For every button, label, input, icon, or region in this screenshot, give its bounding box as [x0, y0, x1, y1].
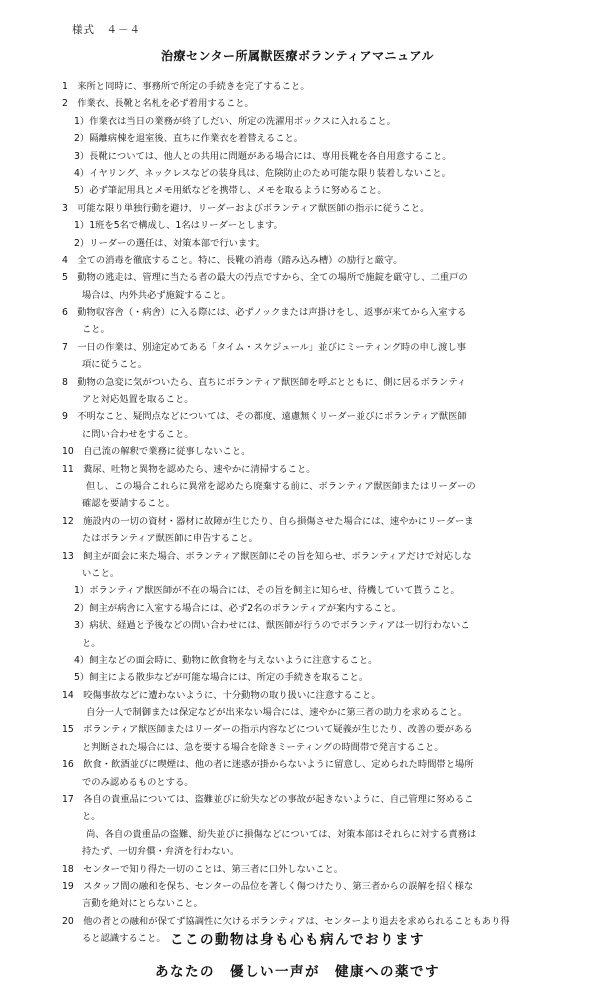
- rule-line: 13 飼主が面会に来た場合、ボランティア獣医師にその旨を知らせ、ボランティアだけで対応しな: [62, 550, 472, 562]
- rule-line: 3 可能な限り単独行動を避け、リーダーおよびボランティア獣医師の指示に従うこと。: [62, 202, 430, 214]
- rule-line: 12 施設内の一切の資材・器材に故障が生じたり、自ら損傷させた場合には、速やかにリーダーま: [62, 515, 474, 527]
- rule-line: 尚、各自の貴重品の盗難、紛失並びに損傷などについては、対策本部はそれらに対する責務は: [86, 828, 477, 840]
- rule-line: 3）病状、経過と予後などの問い合わせには、獣医師が行うのでボランティアは一切行わないこ: [74, 620, 470, 632]
- rule-line: こと。: [82, 324, 110, 336]
- rule-line: 言動を絶対にとらないこと。: [82, 898, 203, 910]
- rule-line: 18 センターで知り得た一切のことは、第三者に口外しないこと。: [62, 863, 344, 875]
- rule-line: 持たず、一切弁償・弁済を行わない。: [82, 846, 240, 858]
- form-number: 様式 ４－４: [72, 24, 141, 36]
- motto-line-2: あなたの 優しい一声が 健康への薬です: [155, 964, 440, 980]
- rule-line: 2 作業衣、長靴と名札を必ず着用すること。: [62, 98, 254, 110]
- rule-line: 1 来所と同時に、事務所で所定の手続きを完了すること。: [62, 81, 310, 92]
- rule-line: 3）長靴については、他人との共用に問題がある場合には、専用長靴を各自用意すること。: [74, 150, 452, 162]
- rule-line: 8 動物の急変に気がついたら、直ちにボランティア獣医師を呼ぶとともに、側に居るボランティ: [62, 376, 467, 388]
- rule-line: 20 他の者との融和が保てず協調性に欠けるボランティアは、センターより退去を求められることもあり得: [62, 915, 510, 927]
- rule-line: 1）1班を5名で構成し、1名はリーダーとします。: [74, 220, 283, 232]
- rule-line: 項に従うこと。: [82, 359, 148, 371]
- rule-line: 7 一日の作業は、別途定めてある「タイム・スケジュール」並びにミーティング時の申し渡し事: [62, 341, 467, 353]
- rule-line: 5 動物の逃走は、管理に当たる者の最大の汚点ですから、全ての場所で施錠を厳守し、二重戸の: [62, 272, 468, 284]
- rule-line: と。: [82, 811, 101, 823]
- rule-line: 19 スタッフ間の融和を保ち、センターの品位を著しく傷つけたり、第三者からの誤解を招く様な: [62, 880, 474, 892]
- rule-line: 5）必ず筆記用具とメモ用紙などを携帯し、メモを取るように努めること。: [74, 185, 387, 197]
- document-title: 治療センター所属獣医療ボランティアマニュアル: [160, 49, 435, 63]
- rule-line: 4 全ての消毒を徹底すること。特に、長靴の消毒（踏み込み槽）の励行と厳守。: [62, 254, 403, 266]
- rules-list: [62, 78, 562, 948]
- rule-line: 10 自己流の解釈で業務に従事しないこと。: [62, 446, 251, 458]
- rule-line: と判断された場合には、急を要する場合を除きミーティングの時間帯で発言すること。: [82, 741, 444, 753]
- rule-line: 4）イヤリング、ネックレスなどの装身具は、危険防止のため可能な限り装着しないこと。: [74, 167, 451, 179]
- rule-line: 但し、この場合これらに異常を認めたら廃棄する前に、ボランティア獣医師またはリーダーの: [86, 480, 476, 492]
- motto-line-1: ここの動物は身も心も病んでおります: [170, 932, 425, 948]
- rule-line: 16 飲食・飲酒並びに喫煙は、他の者に迷惑が掛からないように留意し、定められた時間帯と場所: [62, 759, 474, 771]
- rule-line: 場合は、内外共必ず施錠すること。: [82, 289, 231, 301]
- rule-line: 2）リーダーの選任は、対策本部で行います。: [74, 237, 266, 249]
- rule-line: 2）飼主が病舎に入室する場合には、必ず2名のボランティアが案内すること。: [74, 602, 402, 614]
- rule-line: 17 各自の貴重品については、盗難並びに紛失などの事故が起きないように、自己管理に努めるこ: [62, 794, 474, 806]
- rule-line: 4）飼主などの面会時に、動物に飲食物を与えないように注意すること。: [74, 654, 378, 666]
- rule-line: 2）隔離病棟を退室後、直ちに作業衣を着替えること。: [74, 133, 304, 145]
- rule-line: 確認を要請すること。: [82, 498, 175, 510]
- rule-line: 15 ボランティア獣医師またはリーダーの指示内容などについて疑義が生じたり、改善の要がある: [62, 724, 473, 736]
- rule-line: いこと。: [82, 567, 120, 579]
- rule-line: 9 不明なこと、疑問点などについては、その都度、遠慮無くリーダー並びにボランティア獣医師: [62, 411, 467, 423]
- rule-line: 1）ボランティア獣医師が不在の場合には、その旨を飼主に知らせ、待機していて貰うこと。: [74, 585, 460, 597]
- rule-line: 6 動物収容舎（・病舎）に入る際には、必ずノックまたは声掛けをし、返事が来てから入室する: [62, 307, 467, 319]
- rule-line: 11 糞尿、吐物と異物を認めたら、速やかに清掃すること。: [62, 463, 316, 475]
- rule-line: と。: [82, 637, 101, 649]
- rule-line: 5）飼主による散歩などが可能な場合には、所定の手続きを取ること。: [74, 672, 369, 684]
- rule-line: アと対応処置を取ること。: [82, 394, 194, 406]
- rule-line: ると認識すること。: [82, 933, 166, 945]
- rule-line: でのみ認めるものとする。: [82, 776, 194, 788]
- rule-line: 自分一人で制御または保定などが出来ない場合には、速やかに第三者の助力を求めること。: [86, 707, 468, 719]
- rule-line: たはボランティア獣医師に申告すること。: [82, 533, 258, 545]
- rule-line: 14 咬傷事故などに遭わないように、十分動物の取り扱いに注意すること。: [62, 689, 381, 701]
- rule-line: 1）作業衣は当日の業務が終了しだい、所定の洗濯用ボックスに入れること。: [74, 115, 396, 127]
- rule-line: に問い合わせをすること。: [82, 428, 194, 440]
